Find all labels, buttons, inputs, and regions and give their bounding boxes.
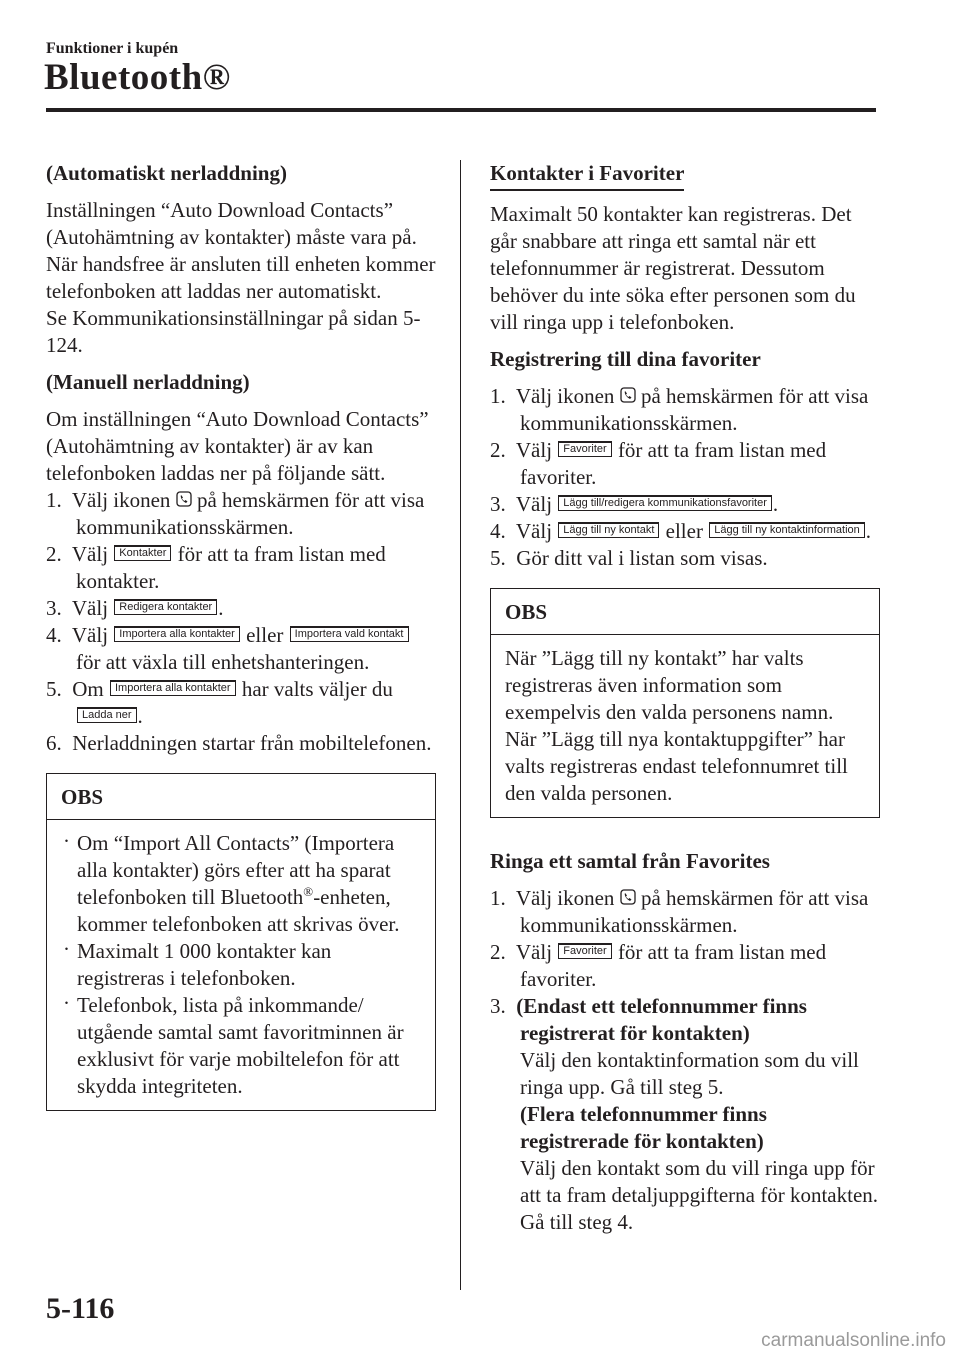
phone-screen-icon [620, 387, 636, 403]
importera-vald-kontakt-button: Importera vald kontakt [290, 626, 409, 642]
step-number: 1. [490, 886, 506, 910]
step-text: . [772, 492, 779, 516]
step-text: för att växla till enhetshanteringen. [76, 650, 370, 674]
auto-download-ref: Se Kommunikationsinställningar på sidan 5-124. [46, 306, 421, 357]
obs-title: OBS [491, 589, 879, 635]
step-text: Välj ikonen [71, 488, 171, 512]
lagg-till-ny-kontaktinformation-button: Lägg till ny kontaktinformation [709, 522, 865, 538]
reg-step-1 [490, 383, 880, 437]
step-number: 3. [46, 596, 62, 620]
obs-text: När ”Lägg till ny kontakt” har valts registreras även information som exempelvis den valda personens namn. När ”Lägg till nya kontaktuppgifter” har valts registreras endast telefonnumret till den valda personen. [505, 646, 848, 805]
reg-step-3 [490, 491, 880, 518]
watermark: carmanualsonline.info [761, 1330, 946, 1351]
bullet-dot: · [63, 937, 70, 961]
step-text: Välj [71, 542, 109, 566]
step-text: . [137, 704, 143, 728]
step-text: Välj ikonen [515, 886, 615, 910]
kontakter-button: Kontakter [114, 545, 171, 561]
reg-step-4 [490, 518, 880, 545]
obs-bullet-3 [61, 992, 421, 1100]
step-number: 5. [46, 677, 62, 701]
registered-mark: ® [303, 884, 314, 899]
step-text: Välj [515, 438, 553, 462]
step-text: Välj [515, 519, 553, 543]
step-subheading: (Flera telefonnummer finns registrerade för kontakten) [520, 1102, 767, 1153]
obs-bullet-1 [61, 830, 421, 938]
step-text: på hemskärmen för att visa kommunikationsskärmen. [520, 384, 869, 435]
header-rule [46, 108, 876, 112]
step-text: Välj [71, 623, 109, 647]
step-text: på hemskärmen för att visa kommunikationsskärmen. [520, 886, 869, 937]
step-number: 3. [490, 994, 506, 1018]
step-4 [46, 622, 436, 676]
step-text: Nerladdningen startar från mobiltelefonen. [72, 731, 432, 755]
obs-box-right [490, 588, 880, 818]
step-text: för att ta fram listan med favoriter. [520, 438, 827, 489]
phone-screen-icon [176, 491, 192, 507]
favorites-title: Kontakter i Favoriter [490, 160, 684, 191]
step-1 [46, 487, 436, 541]
step-text: Välj ikonen [515, 384, 615, 408]
auto-download-text: Inställningen “Auto Download Contacts” (Autohämtning av kontakter) måste vara på. När handsfree är ansluten till enheten kommer telefonboken att laddas ner automatiskt. [46, 198, 436, 303]
page-number: 5-116 [46, 1292, 115, 1325]
obs-text: Telefonbok, lista på inkommande/ utgående samtal samt favoritminnen är exklusivt för varje mobiltelefon för att skydda integriteten. [77, 993, 404, 1098]
step-text: . [218, 596, 224, 620]
step-5 [46, 676, 436, 730]
step-number: 1. [490, 384, 506, 408]
lagg-till-ny-kontakt-button: Lägg till ny kontakt [558, 522, 659, 538]
section-label: Funktioner i kupén [46, 40, 179, 57]
step-text: Välj [515, 492, 553, 516]
reg-step-5 [490, 545, 880, 572]
obs-box [46, 773, 436, 1111]
step-text: Om [72, 677, 104, 701]
left-column [46, 160, 436, 1141]
step-number: 5. [490, 546, 506, 570]
reg-step-2 [490, 437, 880, 491]
step-number: 4. [490, 519, 506, 543]
column-divider [460, 160, 461, 1290]
step-text: Välj [515, 940, 553, 964]
step-text: eller [665, 519, 703, 543]
step-text: på hemskärmen för att visa kommunikationsskärmen. [76, 488, 425, 539]
redigera-kontakter-button: Redigera kontakter [114, 599, 217, 615]
call-step-2 [490, 939, 880, 993]
step-number: 4. [46, 623, 62, 647]
auto-download-heading: (Automatiskt nerladdning) [46, 161, 287, 185]
favorites-text: Maximalt 50 kontakter kan registreras. Det går snabbare att ringa ett samtal när ett telefonnummer är registrerat. Dessutom behöver du inte söka efter personen som du vill ringa upp i telefonboken. [490, 202, 856, 334]
bullet-dot: · [63, 991, 70, 1015]
obs-body [491, 635, 879, 817]
step-3 [46, 595, 436, 622]
obs-text: -enheten, kommer telefonboken att skrivas över. [77, 885, 400, 936]
step-text: har valts väljer du [241, 677, 393, 701]
favoriter-button: Favoriter [558, 441, 611, 457]
right-column [490, 160, 880, 1246]
lagg-till-redigera-favoriter-button: Lägg till/redigera kommunikationsfavoriter [558, 495, 772, 511]
step-number: 3. [490, 492, 506, 516]
obs-title: OBS [47, 774, 435, 820]
obs-bullet-2 [61, 938, 421, 992]
call-favorites-heading: Ringa ett samtal från Favorites [490, 849, 770, 873]
step-text: eller [246, 623, 284, 647]
step-text: Välj den kontaktinformation som du vill ringa upp. Gå till steg 5. [520, 1048, 859, 1099]
importera-alla-kontakter-button: Importera alla kontakter [114, 626, 240, 642]
register-steps [490, 383, 880, 572]
bullet-dot: · [63, 829, 70, 853]
importera-alla-kontakter-button: Importera alla kontakter [110, 680, 236, 696]
step-subheading: (Endast ett telefonnummer finns registrerat för kontakten) [516, 994, 807, 1045]
obs-text: Maximalt 1 000 kontakter kan registreras i telefonboken. [77, 939, 332, 990]
step-number: 2. [490, 940, 506, 964]
phone-screen-icon [620, 889, 636, 905]
step-text: . [865, 519, 871, 543]
obs-body [47, 820, 435, 1110]
step-text: för att ta fram listan med favoriter. [520, 940, 827, 991]
step-6 [46, 730, 436, 757]
manual-steps [46, 487, 436, 757]
manual-download-heading: (Manuell nerladdning) [46, 370, 250, 394]
step-text: för att ta fram listan med kontakter. [76, 542, 386, 593]
manual-download-text: Om inställningen “Auto Download Contacts” (Autohämtning av kontakter) är av kan telefonboken laddas ner på följande sätt. [46, 407, 429, 485]
call-step-3 [490, 993, 880, 1236]
step-text: Välj den kontakt som du vill ringa upp för att ta fram detaljuppgifterna för kontakten. Gå till steg 4. [520, 1156, 879, 1234]
step-2 [46, 541, 436, 595]
step-number: 2. [490, 438, 506, 462]
call-step-1 [490, 885, 880, 939]
obs-text: Om “Import All Contacts” (Importera alla kontakter) görs efter att ha sparat telefonboken till Bluetooth [77, 831, 395, 909]
step-number: 6. [46, 731, 62, 755]
step-number: 1. [46, 488, 62, 512]
ladda-ner-button: Ladda ner [77, 707, 137, 723]
register-heading: Registrering till dina favoriter [490, 347, 761, 371]
step-text: Gör ditt val i listan som visas. [516, 546, 768, 570]
call-steps [490, 885, 880, 1236]
favoriter-button: Favoriter [558, 943, 611, 959]
step-text: Välj [71, 596, 109, 620]
step-number: 2. [46, 542, 62, 566]
page-title: Bluetooth® [44, 57, 231, 98]
